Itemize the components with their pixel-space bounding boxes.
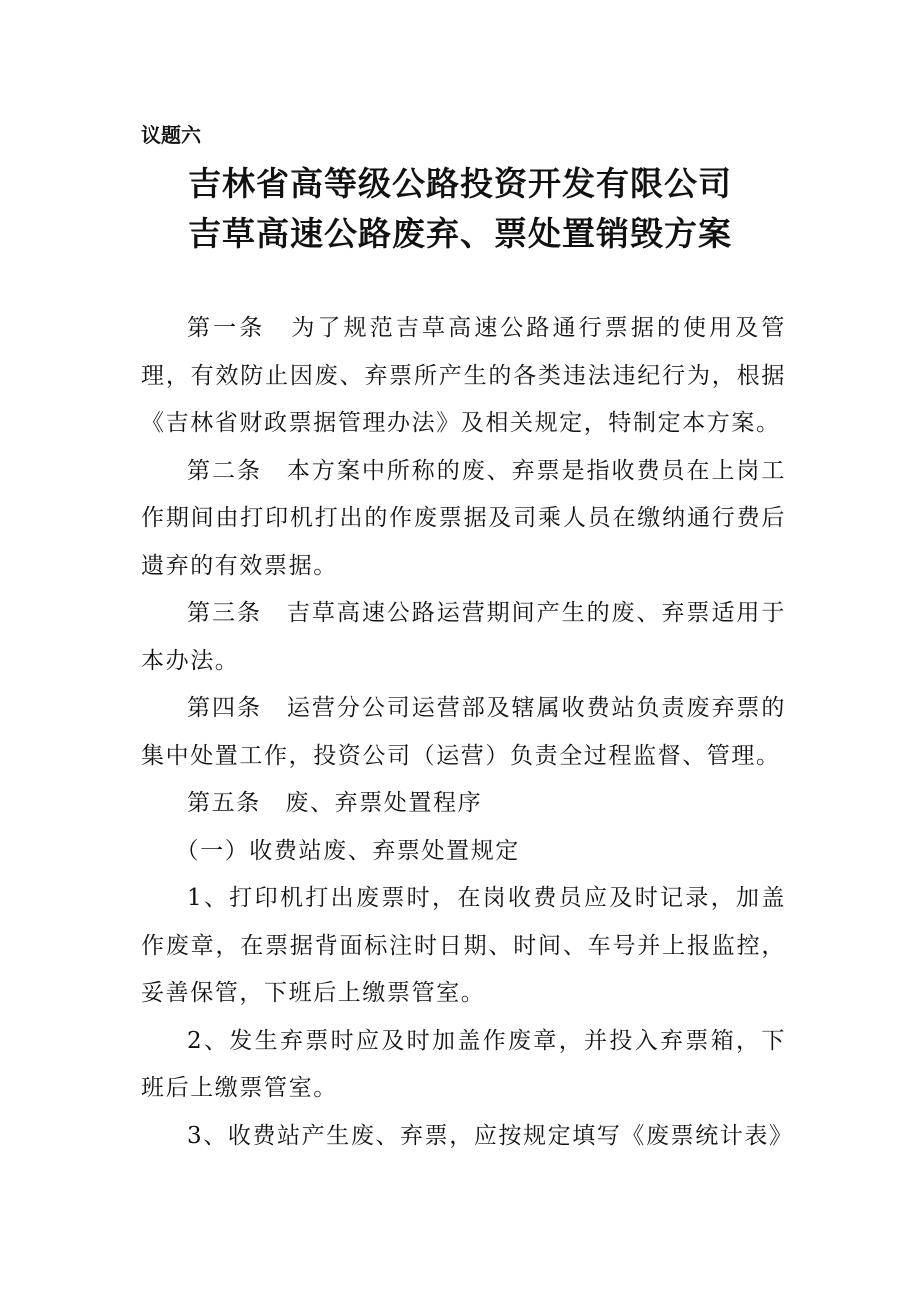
topic-label: 议题六 [141, 123, 201, 147]
document-body [141, 305, 794, 1160]
title-line-2: 吉草高速公路废弃、票处置销毁方案 [188, 214, 732, 253]
article-5: 第五条 废、弃票处置程序 [187, 790, 483, 816]
title-line-1: 吉林省高等级公路投资开发有限公司 [188, 164, 732, 203]
list-item-2: 2、发生弃票时应及时加盖作废章，并投入弃票箱，下班后上缴票管室。 [141, 1027, 786, 1101]
article-3: 第三条 吉草高速公路运营期间产生的废、弃票适用于本办法。 [141, 600, 786, 674]
article-4: 第四条 运营分公司运营部及辖属收费站负责废弃票的集中处置工作，投资公司（运营）负责全过程监督、管理。 [141, 695, 786, 769]
article-2: 第二条 本方案中所称的废、弃票是指收费员在上岗工作期间由打印机打出的作废票据及司乘人员在缴纳通行费后遗弃的有效票据。 [141, 457, 786, 579]
section-1-heading: （一）收费站废、弃票处置规定 [175, 837, 520, 864]
list-item-1: 1、打印机打出废票时，在岗收费员应及时记录，加盖作废章，在票据背面标注时日期、时间、车号并上报监控，妥善保管，下班后上缴票管室。 [141, 885, 786, 1006]
article-1: 第一条 为了规范吉草高速公路通行票据的使用及管理，有效防止因废、弃票所产生的各类违法违纪行为，根据《吉林省财政票据管理办法》及相关规定，特制定本方案。 [141, 315, 786, 436]
list-item-3: 3、收费站产生废、弃票，应按规定填写《废票统计表》 [187, 1122, 794, 1149]
